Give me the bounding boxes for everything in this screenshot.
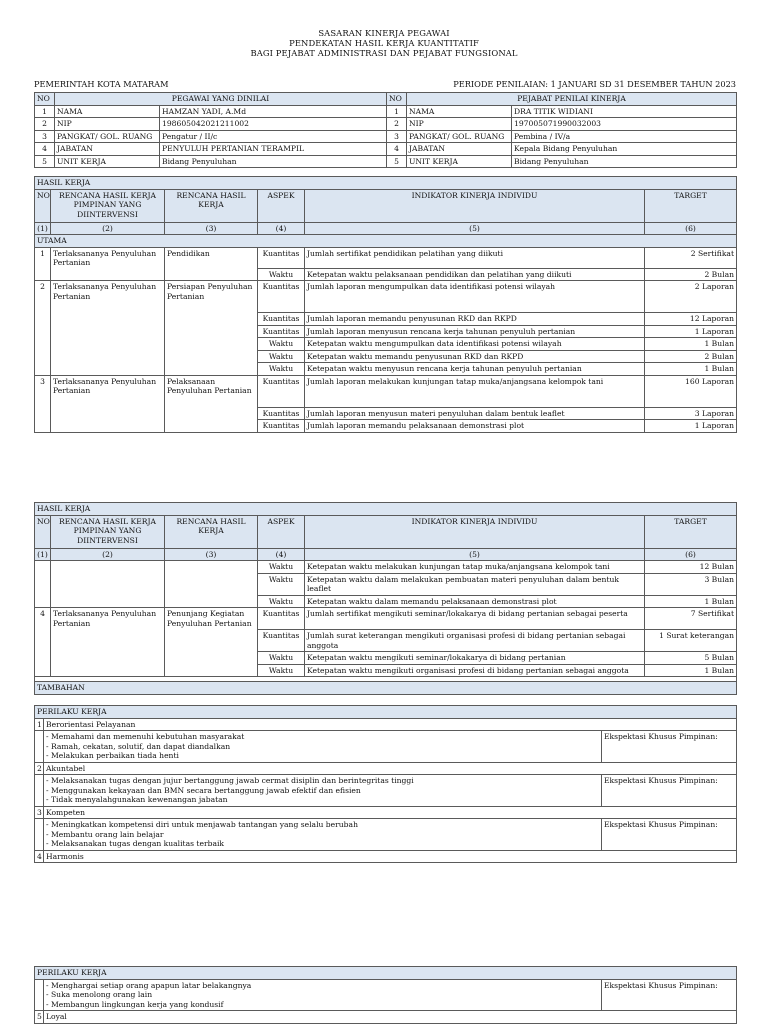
table-row: Waktu Ketepatan waktu mengumpulkan data identifikasi potensi wilayah 1 Bulan: [35, 338, 737, 351]
table-row: Waktu Ketepatan waktu dalam melakukan pembuatan materi penyuluhan dalam bentuk leaflet 3 Bulan: [35, 573, 737, 595]
identity-row: 3 PANGKAT/ GOL. RUANG Pengatur / II/c 3 PANGKAT/ GOL. RUANG Pembina / IV/a: [35, 130, 737, 143]
utama-label: UTAMA: [35, 235, 737, 248]
work-results-table-1: HASIL KERJA NO RENCANA HASIL KERJA PIMPINAN YANG DIINTERVENSI RENCANA HASIL KERJA ASPEK INDIKATOR KINERJA INDIVIDU TARGET (1) (2) (3) (4) (5) (6) UTAMA 1 Terlaksananya Penyuluhan Pertanian Pendidikan Kuantitas Jumlah sertifikat pendidikan pelatihan yang diikuti 2 Sertifikat Waktu Ketepatan waktu pelaksanaan pendidikan dan pelatihan yang diikuti 2 Bulan 2 Terlaksananya Penyuluhan Pertanian Persiapan Penyuluhan Pertanian Kuantitas Jumlah laporan mengumpulkan data identifikasi potensi wilayah 2 Laporan Kuantitas Jumlah laporan memandu penyusunan RKD dan RKPD 12 Laporan Kuantitas Jumlah laporan menyusun rencana kerja tahunan penyuluh pertanian 1 Laporan Waktu Ketepatan waktu mengumpulkan data identifikasi potensi wilayah 1 Bulan Waktu Ketepatan waktu memandu penyusunan RKD dan RKPD 2 Bulan Waktu Ketepatan waktu menyusun rencana kerja tahunan penyuluh pertanian 1 Bulan 3 Terlaksananya Penyuluhan Pertanian Pelaksanaan Penyuluhan Pertanian Kuantitas Jumlah laporan melakukan kunjungan tatap muka/anjangsana kelompok tani 160 Laporan Kuantitas Jumlah laporan menyusun materi penyuluhan dalam bentuk leaflet 3 Laporan Kuantitas Jumlah laporan memandu pelaksanaan demonstrasi plot 1 Laporan: [34, 176, 737, 433]
leader-expectation: Ekspektasi Khusus Pimpinan:: [602, 979, 737, 1011]
table-row: Kuantitas Jumlah laporan memandu penyusunan RKD dan RKPD 12 Laporan: [35, 313, 737, 326]
behavior-item: 1 Berorientasi Pelayanan: [35, 718, 737, 731]
table-row: 4 Terlaksananya Penyuluhan Pertanian Penunjang Kegiatan Penyuluhan Pertanian Kuantitas Jumlah sertifikat mengikuti seminar/lokakarya di bidang pertanian sebagai peserta 7 Sertifikat: [35, 608, 737, 630]
evaluator-nip: 197005071990032003: [512, 118, 737, 131]
evaluated-employee-header: PEGAWAI YANG DINILAI: [55, 93, 387, 106]
behavior-title-2: PERILAKU KERJA: [35, 967, 737, 980]
table-row: Kuantitas Jumlah laporan menyusun materi penyuluhan dalam bentuk leaflet 3 Laporan: [35, 407, 737, 420]
table-row: Waktu Ketepatan waktu menyusun rencana kerja tahunan penyuluh pertanian 1 Bulan: [35, 363, 737, 376]
employee-name: HAMZAN YADI, A.Md: [160, 105, 387, 118]
employee-position: PENYULUH PERTANIAN TERAMPIL: [160, 143, 387, 156]
organization-name: PEMERINTAH KOTA MATARAM: [34, 79, 169, 89]
section-title: HASIL KERJA: [35, 177, 737, 190]
identity-row: 1 NAMA HAMZAN YADI, A.Md 1 NAMA DRA TITIK WIDIANI: [35, 105, 737, 118]
evaluator-name: DRA TITIK WIDIANI: [512, 105, 737, 118]
evaluator-header: PEJABAT PENILAI KINERJA: [407, 93, 737, 106]
doc-title: SASARAN KINERJA PEGAWAI: [318, 28, 450, 38]
behavior-item: 5 Loyal: [35, 1011, 737, 1024]
behavior-item: 2 Akuntabel: [35, 762, 737, 775]
identity-row: 5 UNIT KERJA Bidang Penyuluhan 5 UNIT KERJA Bidang Penyuluhan: [35, 155, 737, 168]
work-results-table-2: HASIL KERJA NO RENCANA HASIL KERJA PIMPINAN YANG DIINTERVENSI RENCANA HASIL KERJA ASPEK INDIKATOR KINERJA INDIVIDU TARGET (1) (2) (3) (4) (5) (6) Waktu Ketepatan waktu melakukan kunjungan tatap muka/anjangsana kelompok tani 12 Bulan Waktu Ketepatan waktu dalam melakukan pembuatan materi penyuluhan dalam bentuk leaflet 3 Bulan Waktu Ketepatan waktu dalam memandu pelaksanaan demonstrasi plot 1 Bulan 4 Terlaksananya Penyuluhan Pertanian Penunjang Kegiatan Penyuluhan Pertanian Kuantitas Jumlah sertifikat mengikuti seminar/lokakarya di bidang pertanian sebagai peserta 7 Sertifikat Kuantitas Jumlah surat keterangan mengikuti organisasi profesi di bidang pertanian sebagai anggota 1 Surat keterangan Waktu Ketepatan waktu mengikuti seminar/lokakarya di bidang pertanian 5 Bulan Waktu Ketepatan waktu mengikuti organisasi profesi di bidang pertanian sebagai anggota 1 Bulan TAMBAHAN: [34, 502, 737, 695]
tambahan-label: TAMBAHAN: [35, 682, 737, 695]
identity-row: 2 NIP 198605042021211002 2 NIP 197005071990032003: [35, 118, 737, 131]
behavior-title: PERILAKU KERJA: [35, 706, 737, 719]
employee-unit: Bidang Penyuluhan: [160, 155, 387, 168]
work-behavior-table-1: [34, 705, 737, 863]
section-title-2: HASIL KERJA: [35, 503, 737, 516]
table-row: Waktu Ketepatan waktu mengikuti seminar/lokakarya di bidang pertanian 5 Bulan: [35, 652, 737, 665]
behavior-item: 4 Harmonis: [35, 850, 737, 863]
table-row: Waktu Ketepatan waktu dalam memandu pelaksanaan demonstrasi plot 1 Bulan: [35, 595, 737, 608]
table-row: Waktu Ketepatan waktu mengikuti organisasi profesi di bidang pertanian sebagai anggota 1 Bulan: [35, 664, 737, 677]
table-row: 3 Terlaksananya Penyuluhan Pertanian Pelaksanaan Penyuluhan Pertanian Kuantitas Jumlah laporan melakukan kunjungan tatap muka/anjangsana kelompok tani 160 Laporan: [35, 375, 737, 407]
leader-expectation: Ekspektasi Khusus Pimpinan:: [602, 731, 737, 763]
table-row: Waktu Ketepatan waktu memandu penyusunan RKD dan RKPD 2 Bulan: [35, 350, 737, 363]
employee-rank: Pengatur / II/c: [160, 130, 387, 143]
leader-expectation: Ekspektasi Khusus Pimpinan:: [602, 819, 737, 851]
behavior-detail: - Melaksanakan tugas dengan jujur bertanggung jawab cermat disiplin dan berintegritas tinggi - Menggunakan kekayaan dan BMN secara bertanggung jawab efektif dan efisien - Tidak menyalahgunakan kewenangan jabatan Ekspektasi Khusus Pimpinan:: [35, 775, 737, 807]
evaluator-position: Kepala Bidang Penyuluhan: [512, 143, 737, 156]
table-row: 1 Terlaksananya Penyuluhan Pertanian Pendidikan Kuantitas Jumlah sertifikat pendidikan pelatihan yang diikuti 2 Sertifikat: [35, 247, 737, 268]
behavior-detail: - Memahami dan memenuhi kebutuhan masyarakat - Ramah, cekatan, solutif, dan dapat diandalkan - Melakukan perbaikan tiada henti Ekspektasi Khusus Pimpinan:: [35, 731, 737, 763]
table-row: Kuantitas Jumlah surat keterangan mengikuti organisasi profesi di bidang pertanian sebagai anggota 1 Surat keterangan: [35, 630, 737, 652]
table-row: Kuantitas Jumlah laporan menyusun rencana kerja tahunan penyuluh pertanian 1 Laporan: [35, 325, 737, 338]
table-row: Kuantitas Jumlah laporan memandu pelaksanaan demonstrasi plot 1 Laporan: [35, 420, 737, 433]
identity-row: 4 JABATAN PENYULUH PERTANIAN TERAMPIL 4 JABATAN Kepala Bidang Penyuluhan: [35, 143, 737, 156]
identity-no-header-2: NO: [387, 93, 407, 106]
evaluator-rank: Pembina / IV/a: [512, 130, 737, 143]
assessment-period: PERIODE PENILAIAN: 1 JANUARI SD 31 DESEMBER TAHUN 2023: [453, 79, 736, 89]
table-row: Waktu Ketepatan waktu melakukan kunjungan tatap muka/anjangsana kelompok tani 12 Bulan: [35, 561, 737, 574]
doc-subtitle-2: BAGI PEJABAT ADMINISTRASI DAN PEJABAT FUNGSIONAL: [250, 48, 518, 58]
behavior-detail: - Meningkatkan kompetensi diri untuk menjawab tantangan yang selalu berubah - Membantu orang lain belajar - Melaksanakan tugas dengan kualitas terbaik Ekspektasi Khusus Pimpinan:: [35, 819, 737, 851]
doc-subtitle: PENDEKATAN HASIL KERJA KUANTITATIF: [289, 38, 479, 48]
work-behavior-table-2: [34, 966, 737, 1024]
behavior-detail: - Menghargai setiap orang apapun latar belakangnya - Suka menolong orang lain - Membangun lingkungan kerja yang kondusif Ekspektasi Khusus Pimpinan:: [35, 979, 737, 1011]
behavior-item: 3 Kompeten: [35, 806, 737, 819]
leader-expectation: Ekspektasi Khusus Pimpinan:: [602, 775, 737, 807]
identity-no-header: NO: [35, 93, 55, 106]
table-row: Waktu Ketepatan waktu pelaksanaan pendidikan dan pelatihan yang diikuti 2 Bulan: [35, 268, 737, 281]
identity-table: [34, 92, 737, 168]
employee-nip: 198605042021211002: [160, 118, 387, 131]
evaluator-unit: Bidang Penyuluhan: [512, 155, 737, 168]
table-row: 2 Terlaksananya Penyuluhan Pertanian Persiapan Penyuluhan Pertanian Kuantitas Jumlah laporan mengumpulkan data identifikasi potensi wilayah 2 Laporan: [35, 281, 737, 313]
